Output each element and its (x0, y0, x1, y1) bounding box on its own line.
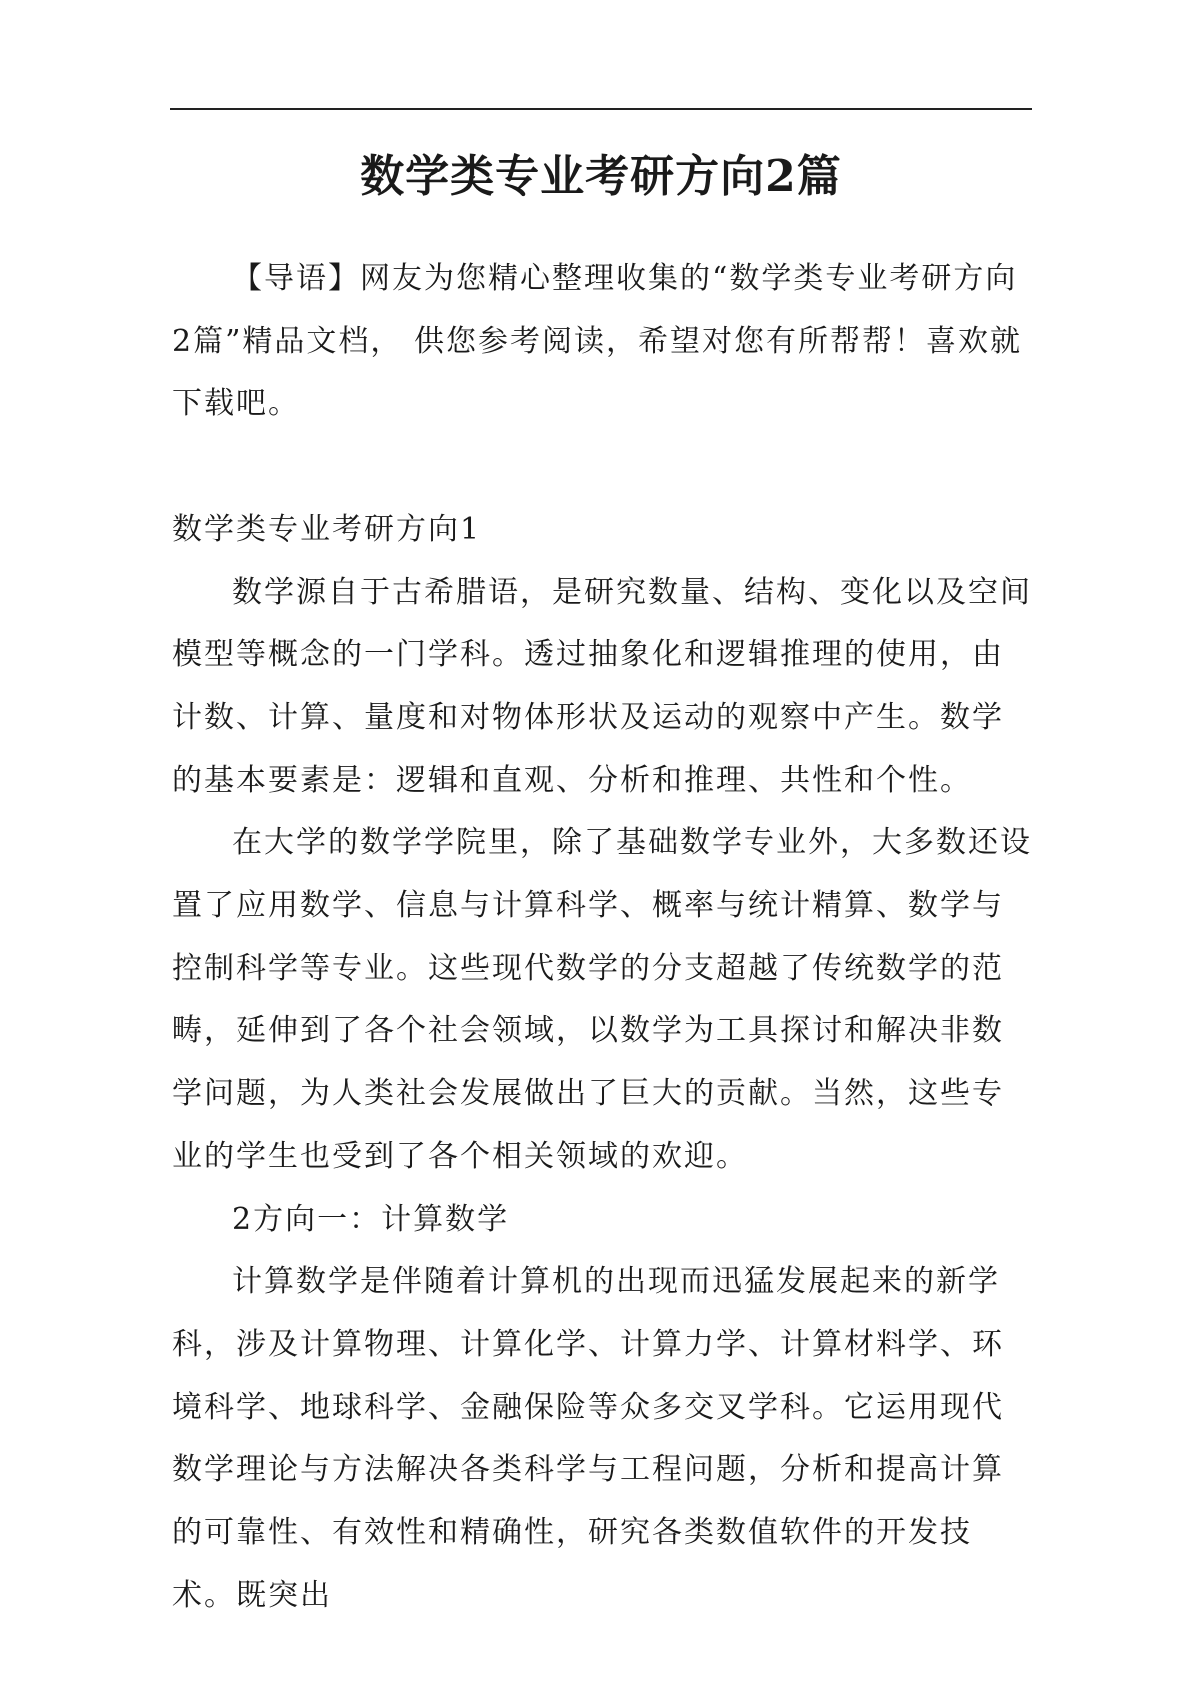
section-heading: 数学类专业考研方向1 (172, 511, 482, 547)
intro-paragraph: 【导语】网友为您精心整理收集的“数学类专业考研方向2篇”精品文档， 供您参考阅读，希望对您有所帮帮！喜欢就下载吧。 (172, 261, 1022, 422)
body-paragraph: 计算数学是伴随着计算机的出现而迅猛发展起来的新学科，涉及计算物理、计算化学、计算力学、计算材料学、环境科学、地球科学、金融保险等众多交叉学科。它运用现代数学理论与方法解决各类科学与工程问题，分析和提高计算的可靠性、有效性和精确性，研究各类数值软件的开发技术。既突出 (172, 1264, 1004, 1613)
body-paragraph: 在大学的数学学院里，除了基础数学专业外，大多数还设置了应用数学、信息与计算科学、概率与统计精算、数学与控制科学等专业。这些现代数学的分支超越了传统数学的范畴，延伸到了各个社会领域，以数学为工具探讨和解决非数学问题，为人类社会发展做出了巨大的贡献。当然，这些专业的学生也受到了各个相关领域的欢迎。 (172, 825, 1032, 1174)
document-title: 数学类专业考研方向2篇 (360, 151, 842, 203)
header-rule (170, 108, 1032, 110)
body-paragraph: 数学源自于古希腊语，是研究数量、结构、变化以及空间模型等概念的一门学科。透过抽象化和逻辑推理的使用，由计数、计算、量度和对物体形状及运动的观察中产生。数学的基本要素是：逻辑和直观、分析和推理、共性和个性。 (172, 574, 1032, 798)
subsection-heading: 2方向一：计算数学 (232, 1201, 510, 1237)
document-body (172, 248, 1034, 1627)
paragraph-spacer (172, 436, 1034, 499)
